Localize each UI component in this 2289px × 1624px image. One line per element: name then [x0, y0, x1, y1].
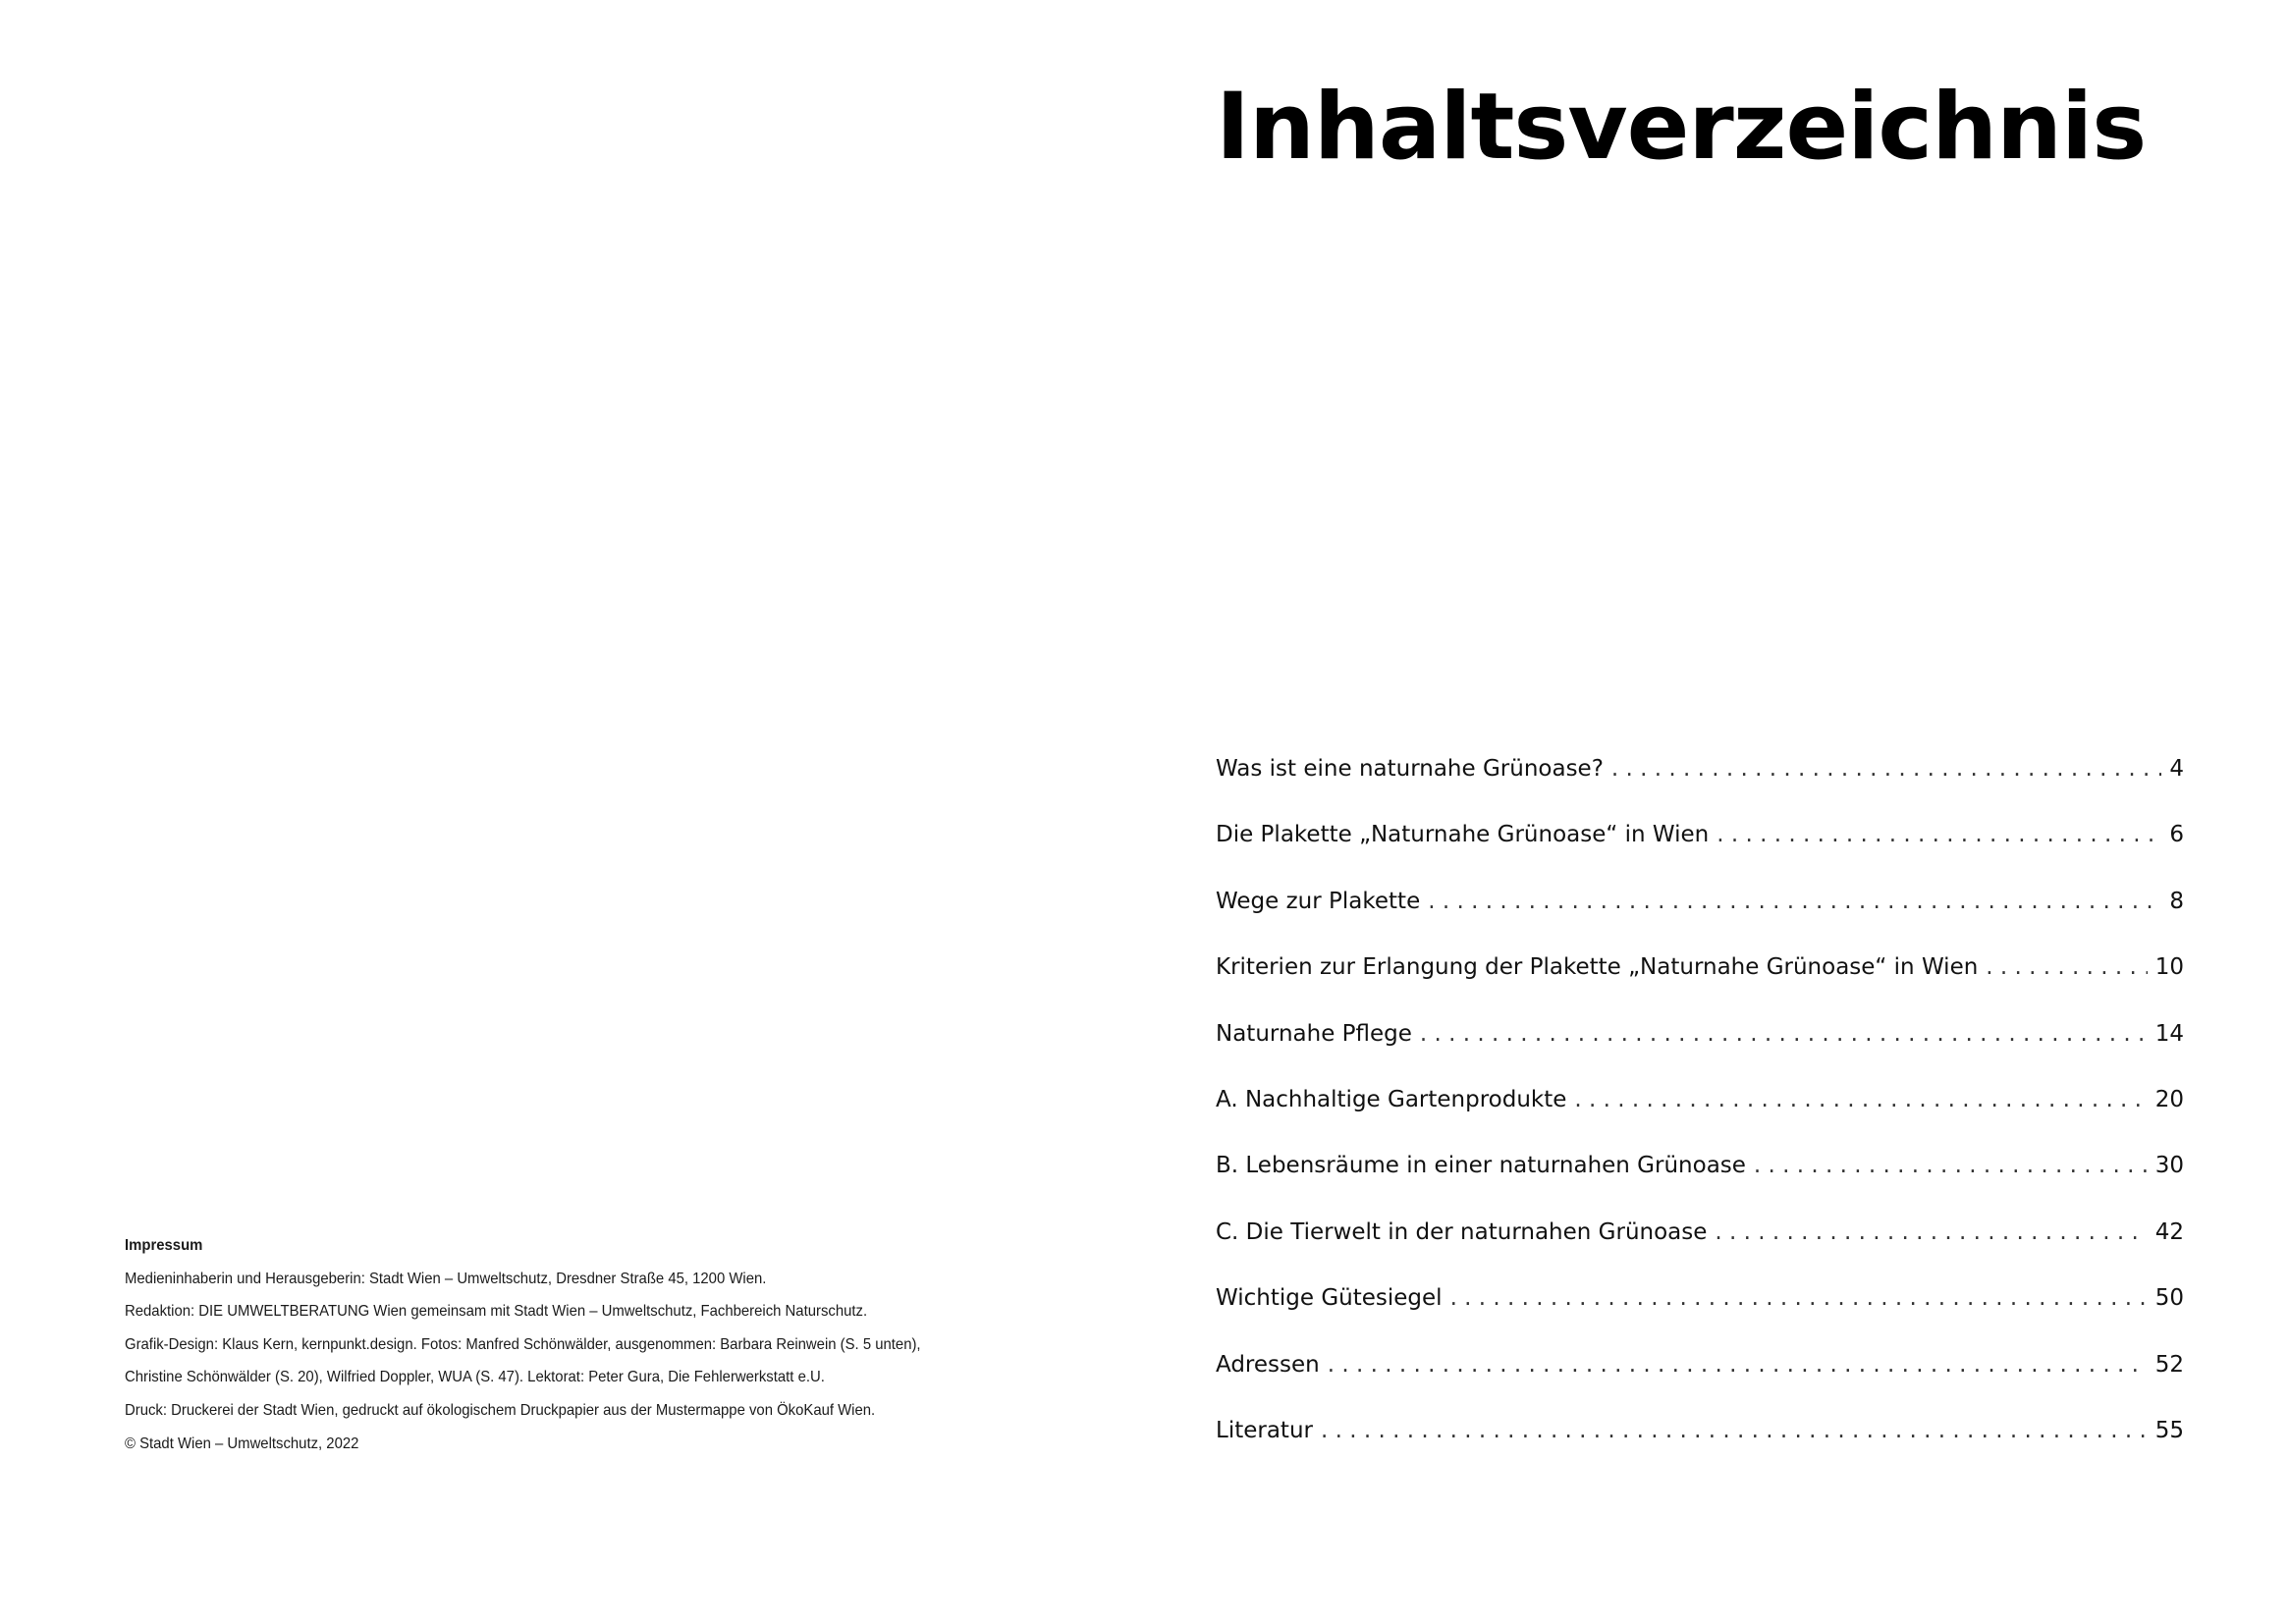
toc-entry-page: 52 [2154, 1351, 2184, 1378]
impressum-line-design: Grafik-Design: Klaus Kern, kernpunkt.design. Fotos: Manfred Schönwälder, ausgenommen: Barbara Reinwein (S. 5 unten), [125, 1335, 921, 1353]
toc-entry-page: 8 [2169, 888, 2184, 914]
impressum-title: Impressum [125, 1237, 203, 1254]
toc-entry-label: Naturnahe Pflege [1216, 1020, 1412, 1047]
toc-dot-leader [1986, 954, 2147, 980]
toc-entry-page: 42 [2154, 1218, 2184, 1245]
toc-dot-leader [1428, 889, 2161, 914]
toc-dot-leader [1715, 1219, 2147, 1245]
toc-entry-page: 14 [2154, 1020, 2184, 1047]
impressum-line-copyright: © Stadt Wien – Umweltschutz, 2022 [125, 1435, 359, 1452]
toc-dot-leader [1420, 1021, 2148, 1047]
toc-entry-label: B. Lebensräume in einer naturnahen Grünoase [1216, 1153, 1746, 1179]
toc-entry-page: 10 [2154, 954, 2184, 981]
toc-entry[interactable] [1216, 1153, 2184, 1218]
toc-dot-leader [1574, 1087, 2147, 1112]
toc-entry-label: A. Nachhaltige Gartenprodukte [1216, 1086, 1567, 1112]
impressum-line-editorial: Redaktion: DIE UMWELTBERATUNG Wien gemeinsam mit Stadt Wien – Umweltschutz, Fachbereich Naturschutz. [125, 1303, 868, 1321]
toc-entry[interactable] [1216, 822, 2184, 888]
toc-entry[interactable] [1216, 1352, 2184, 1418]
toc-entry-page: 20 [2154, 1086, 2184, 1112]
toc-dot-leader [1754, 1153, 2148, 1178]
toc-entry-page: 30 [2154, 1153, 2184, 1179]
toc-entry-label: C. Die Tierwelt in der naturnahen Grünoase [1216, 1218, 1708, 1245]
toc-entry[interactable] [1216, 1418, 2184, 1484]
toc-entry[interactable] [1216, 1219, 2184, 1285]
toc-entry[interactable] [1216, 756, 2184, 822]
toc-entry-label: Literatur [1216, 1417, 1313, 1443]
toc-dot-leader [1321, 1418, 2148, 1443]
toc-entry-label: Die Plakette „Naturnahe Grünoase“ in Wien [1216, 822, 1710, 848]
toc-list [1216, 756, 2184, 1484]
toc-entry[interactable] [1216, 889, 2184, 954]
toc-dot-leader [1717, 822, 2161, 847]
toc-dot-leader [1328, 1352, 2148, 1378]
toc-dot-leader [1611, 756, 2161, 782]
toc-entry[interactable] [1216, 954, 2184, 1020]
toc-entry-page: 4 [2169, 756, 2184, 782]
toc-entry-label: Wege zur Plakette [1216, 888, 1421, 914]
toc-entry-page: 6 [2169, 822, 2184, 848]
toc-entry-label: Kriterien zur Erlangung der Plakette „Naturnahe Grünoase“ in Wien [1216, 954, 1979, 981]
toc-title: Inhaltsverzeichnis [1216, 74, 2147, 181]
impressum [125, 1229, 1038, 1460]
impressum-line-print: Druck: Druckerei der Stadt Wien, gedruckt auf ökologischem Druckpapier aus der Mustermappe von ÖkoKauf Wien. [125, 1401, 876, 1419]
toc-entry[interactable] [1216, 1087, 2184, 1153]
toc-dot-leader [1450, 1285, 2148, 1311]
toc-entry-label: Was ist eine naturnahe Grünoase? [1216, 756, 1604, 782]
impressum-line-publisher: Medieninhaberin und Herausgeberin: Stadt Wien – Umweltschutz, Dresdner Straße 45, 1200 Wien. [125, 1270, 767, 1287]
toc-entry-label: Wichtige Gütesiegel [1216, 1285, 1443, 1312]
toc-entry[interactable] [1216, 1285, 2184, 1351]
impressum-line-photo-credits: Christine Schönwälder (S. 20), Wilfried Doppler, WUA (S. 47). Lektorat: Peter Gura, Die Fehlerwerkstatt e.U. [125, 1369, 825, 1386]
toc-entry[interactable] [1216, 1021, 2184, 1087]
toc-entry-label: Adressen [1216, 1351, 1320, 1378]
toc-entry-page: 50 [2154, 1285, 2184, 1312]
toc-entry-page: 55 [2154, 1417, 2184, 1443]
